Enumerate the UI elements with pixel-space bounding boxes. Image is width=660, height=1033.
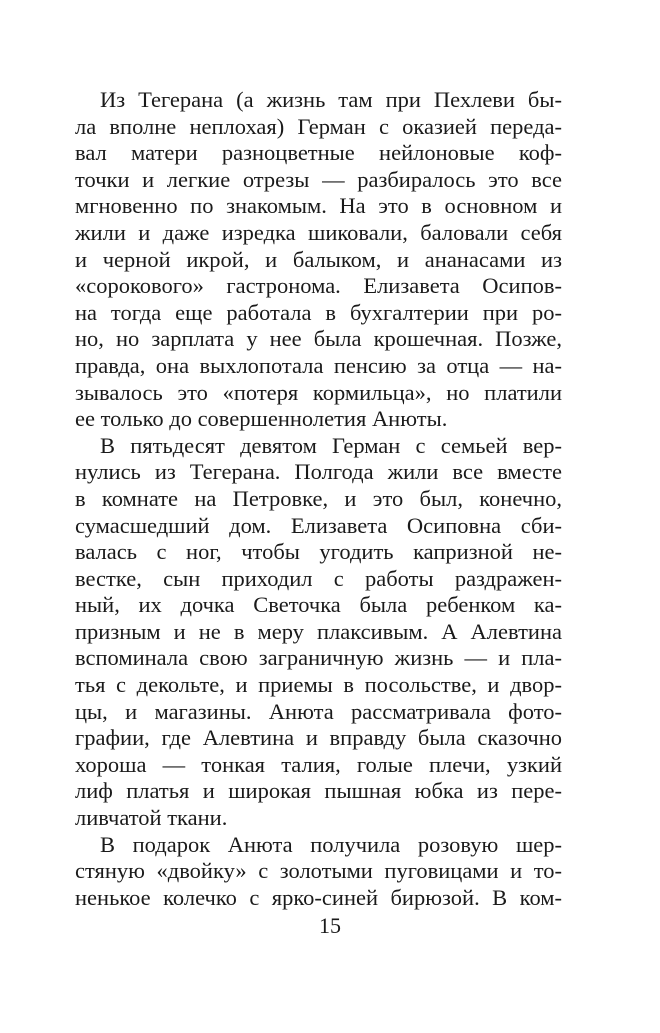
text-line: ее только до совершеннолетия Анюты. — [75, 406, 448, 432]
page-number: 15 — [319, 913, 341, 938]
text-line: правда, она выхлопотала пенсию за отца — на- — [75, 352, 562, 378]
text-line: ла вполне неплохая) Герман с оказией переда- — [75, 113, 562, 139]
text-line: цы, и магазины. Анюта рассматривала фото- — [75, 698, 562, 724]
text-line: на тогда еще работала в бухгалтерии при ро- — [75, 299, 562, 325]
page-body — [75, 87, 562, 911]
text-line: вспоминала свою заграничную жизнь — и пла- — [75, 645, 562, 671]
text-line: и черной икрой, и балыком, и ананасами из — [75, 246, 562, 272]
text-line: но, но зарплата у нее была крошечная. Позже, — [75, 326, 562, 352]
text-line: ненькое колечко с ярко-синей бирюзой. В ком- — [75, 884, 562, 910]
text-line: В подарок Анюта получила розовую шер- — [100, 831, 562, 857]
text-line: графии, где Алевтина и вправду была сказочно — [75, 725, 562, 751]
text-line: хороша — тонкая талия, голые плечи, узкий — [75, 751, 562, 777]
paragraph-1 — [75, 87, 562, 433]
paragraph-3 — [75, 832, 562, 912]
text-line: в комнате на Петровке, и это был, конечно, — [75, 485, 562, 511]
text-line: точки и легкие отрезы — разбиралось это все — [75, 166, 562, 192]
text-line: ный, их дочка Светочка была ребенком ка- — [75, 592, 562, 618]
text-line: вал матери разноцветные нейлоновые коф- — [75, 140, 562, 166]
text-line: нулись из Тегерана. Полгода жили все вместе — [75, 459, 562, 485]
text-line: мгновенно по знакомым. На это в основном и — [75, 193, 562, 219]
text-line: вестке, сын приходил с работы раздражен- — [75, 565, 562, 591]
text-line: валась с ног, чтобы угодить капризной не- — [75, 539, 562, 565]
text-line: лиф платья и широкая пышная юбка из пере- — [75, 778, 562, 804]
text-line: тья с декольте, и приемы в посольстве, и двор- — [75, 672, 562, 698]
text-line: призным и не в меру плаксивым. А Алевтина — [75, 618, 562, 644]
paragraph-2 — [75, 433, 562, 832]
text-line: стяную «двойку» с золотыми пуговицами и то- — [75, 858, 562, 884]
text-line: В пятьдесят девятом Герман с семьей вер- — [100, 432, 562, 458]
text-line: зывалось это «потеря кормильца», но платили — [75, 379, 562, 405]
text-line: сумасшедший дом. Елизавета Осиповна сби- — [75, 512, 562, 538]
text-line: жили и даже изредка шиковали, баловали себя — [75, 219, 562, 245]
text-line: Из Тегерана (а жизнь там при Пехлеви бы- — [100, 87, 562, 112]
text-line: ливчатой ткани. — [75, 805, 228, 831]
text-line: «сорокового» гастронома. Елизавета Осипов- — [75, 273, 562, 299]
